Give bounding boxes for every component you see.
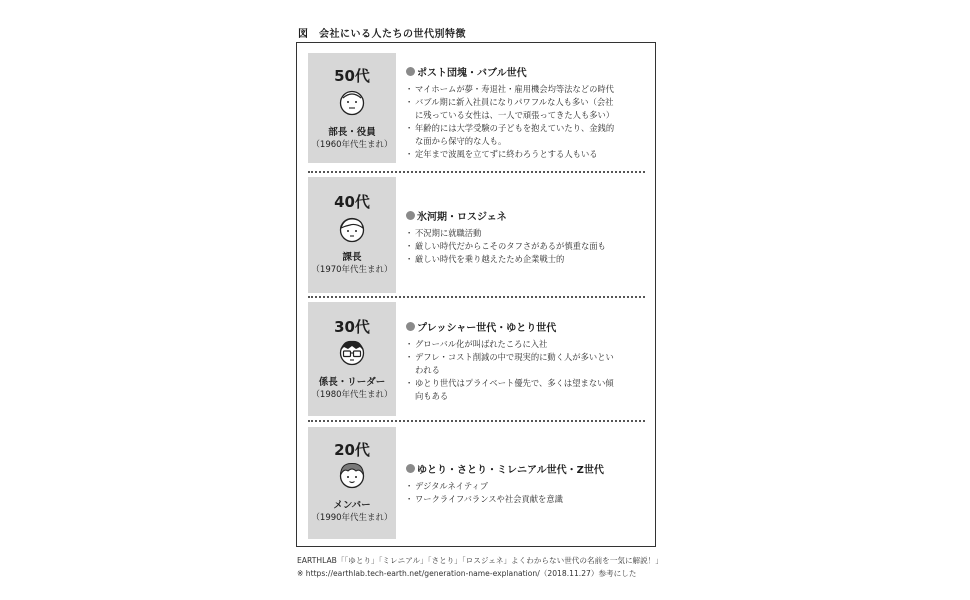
generation-content (406, 461, 645, 506)
trait-item: ・ 厳しい時代だからこそのタフさがあるが慎重な面も (406, 240, 645, 253)
person-face-icon (338, 215, 366, 243)
age-badge (308, 177, 396, 293)
generation-table (296, 42, 656, 547)
trait-item: ・ バブル期に新入社員になりパワフルな人も多い（会社 (406, 96, 645, 109)
trait-item: な面から保守的な人も。 (415, 136, 507, 146)
trait-item: に残っている女性は、一人で頑張ってきた人も多い） (415, 110, 615, 120)
generation-name: 氷河期・ロスジェネ (406, 208, 645, 223)
row-divider (308, 420, 645, 422)
trait-item: ・ グローバル化が叫ばれたころに入社 (406, 338, 645, 351)
trait-item: ・ デフレ・コスト削減の中で現実的に動く人が多いとい (406, 351, 645, 364)
trait-item: われる (415, 365, 440, 375)
age-badge (308, 53, 396, 163)
trait-item: ・ 定年まで波風を立てずに終わろうとする人もいる (406, 148, 645, 161)
generation-content (406, 319, 645, 403)
age-badge (308, 427, 396, 539)
birth-decade: （1990年代生まれ） (311, 513, 393, 523)
generation-row-20s (308, 427, 645, 539)
trait-item: 向もある (415, 391, 449, 401)
generation-content (406, 64, 645, 161)
trait-list (406, 480, 645, 506)
bullet-dot-icon (406, 67, 415, 76)
source-citation: EARTHLAB「「ゆとり」「ミレニアル」「さとり」「ロスジェネ」よくわからない世代の名前を一気に解説！」 (297, 556, 663, 565)
generation-row-40s (308, 177, 645, 293)
trait-item: ・ 厳しい時代を乗り越えたため企業戦士的 (406, 253, 645, 266)
generation-name: ポスト団塊・バブル世代 (406, 64, 645, 79)
trait-item: ・ ワークライフバランスや社会貢献を意識 (406, 493, 645, 506)
generation-content (406, 208, 645, 266)
bullet-dot-icon (406, 464, 415, 473)
generation-row-50s (308, 53, 645, 163)
trait-item: ・ ゆとり世代はプライベート優先で、多くは望まない傾 (406, 377, 645, 390)
source-url-note: ※ https://earthlab.tech-earth.net/generation-name-explanation/（2018.11.27）参考にした (297, 569, 637, 578)
trait-item: ・ 不況期に就職活動 (406, 227, 645, 240)
role-label: メンバー (333, 500, 371, 511)
trait-item: ・ デジタルネイティブ (406, 480, 645, 493)
role-label: 部長・役員 (328, 127, 376, 138)
trait-list (406, 227, 645, 266)
age-label: 40代 (334, 193, 370, 211)
age-badge (308, 302, 396, 416)
row-divider (308, 171, 645, 173)
row-divider (308, 296, 645, 298)
age-label: 50代 (334, 67, 370, 85)
age-label: 30代 (334, 318, 370, 336)
birth-decade: （1960年代生まれ） (311, 140, 393, 150)
figure-title: 図 会社にいる人たちの世代別特徴 (298, 29, 466, 40)
trait-list (406, 83, 645, 161)
generation-row-30s (308, 302, 645, 416)
bullet-dot-icon (406, 322, 415, 331)
person-face-icon (338, 88, 366, 116)
trait-item: ・ マイホームが夢・寿退社・雇用機会均等法などの時代 (406, 83, 645, 96)
generation-name: ゆとり・さとり・ミレニアル世代・Z世代 (406, 461, 645, 476)
trait-list (406, 338, 645, 403)
role-label: 課長 (342, 252, 362, 263)
role-label: 係長・リーダー (318, 377, 386, 388)
trait-item: ・ 年齢的には大学受験の子どもを抱えていたり、金銭的 (406, 122, 645, 135)
bullet-dot-icon (406, 211, 415, 220)
birth-decade: （1980年代生まれ） (311, 390, 393, 400)
age-label: 20代 (334, 441, 370, 459)
glasses-face-icon (338, 338, 366, 366)
generation-name: プレッシャー世代・ゆとり世代 (406, 319, 645, 334)
person-face-icon (338, 461, 366, 489)
birth-decade: （1970年代生まれ） (311, 265, 393, 275)
